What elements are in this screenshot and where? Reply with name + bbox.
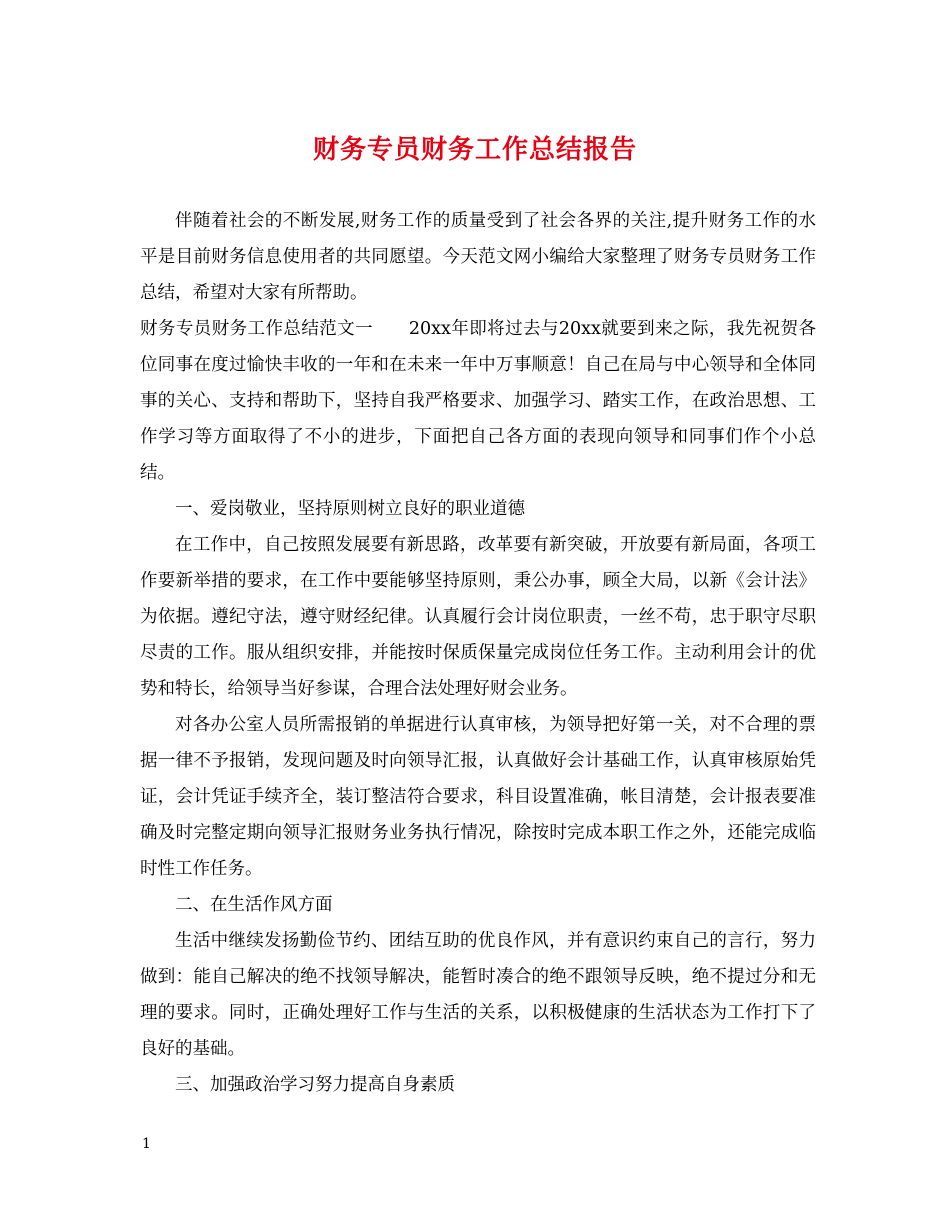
section-heading-1: 一、爱岗敬业，坚持原则树立良好的职业道德 <box>175 499 525 519</box>
paragraph-review: 对各办公室人员所需报销的单据进行认真审核，为领导把好第一关，对不合理的票据一律不予报销，发现问题及时向领导汇报，认真做好会计基础工作，认真审核原始凭证，会计凭证手续齐全，装订整洁符合要求，科目设置准确，帐目清楚，会计报表要准确及时完整定期向领导汇报财务业务执行情况，除按时完成本职工作之外，还能完成临时性工作任务。 <box>140 715 816 879</box>
paragraph-sample-one: 财务专员财务工作总结范文一 20xx年即将过去与20xx就要到来之际，我先祝贺各位同事在度过愉快丰收的一年和在未来一年中万事顺意！自己在局与中心领导和全体同事的关心、支持和帮助下，坚持自我严格要求、加强学习、踏实工作，在政治思想、工作学习等方面取得了不小的进步，下面把自己各方面的表现向领导和同事们作个小总结。 <box>140 319 816 483</box>
paragraph-life: 生活中继续发扬勤俭节约、团结互助的优良作风，并有意识约束自己的言行，努力做到：能自己解决的绝不找领导解决，能暂时凑合的绝不跟领导反映，绝不提过分和无理的要求。同时，正确处理好工作与生活的关系，以积极健康的生活状态为工作打下了良好的基础。 <box>140 931 816 1059</box>
paragraph-work: 在工作中，自己按照发展要有新思路，改革要有新突破，开放要有新局面，各项工作要新举措的要求，在工作中要能够坚持原则，秉公办事，顾全大局，以新《会计法》为依据。遵纪守法，遵守财经纪律。认真履行会计岗位职责，一丝不苟，忠于职守尽职尽责的工作。服从组织安排，并能按时保质保量完成岗位任务工作。主动利用会计的优势和特长，给领导当好参谋，合理合法处理好财会业务。 <box>140 535 816 699</box>
paragraph-intro: 伴随着社会的不断发展,财务工作的质量受到了社会各界的关注,提升财务工作的水平是目前财务信息使用者的共同愿望。今天范文网小编给大家整理了财务专员财务工作总结，希望对大家有所帮助。 <box>140 211 816 303</box>
section-heading-2: 二、在生活作风方面 <box>175 895 333 915</box>
document-body <box>140 203 816 1103</box>
document-title: 财务专员财务工作总结报告 <box>312 135 637 165</box>
page-number: 1 <box>142 1136 151 1152</box>
section-heading-3: 三、加强政治学习努力提高自身素质 <box>175 1075 455 1095</box>
